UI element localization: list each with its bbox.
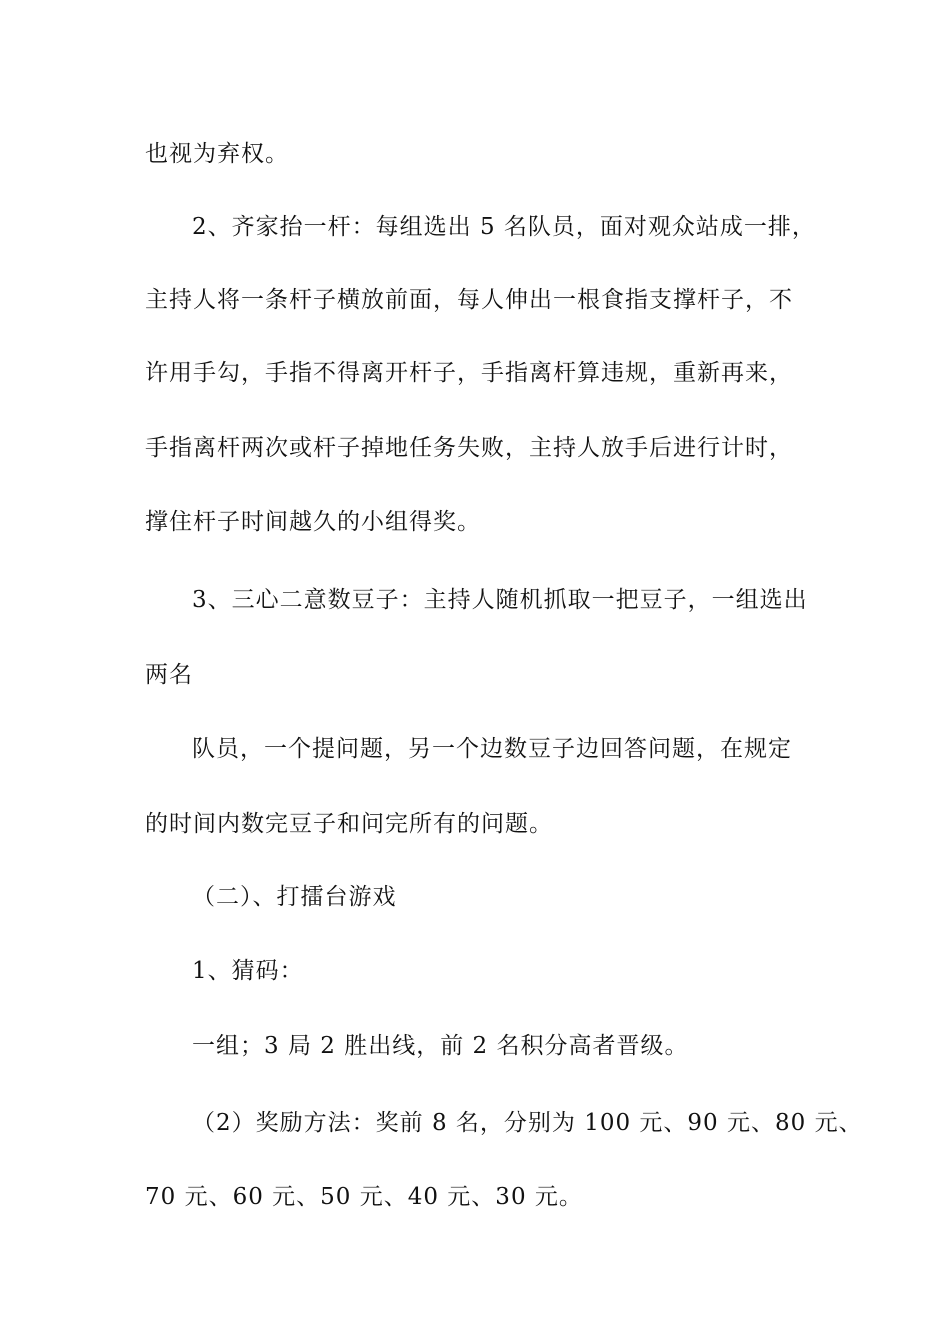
text-line: 3、三心二意数豆子：主持人随机抓取一把豆子，一组选出 (192, 587, 808, 613)
text-line: 的时间内数完豆子和问完所有的问题。 (145, 811, 553, 837)
text-line: 两名 (145, 662, 193, 688)
text-line: 也视为弃权。 (145, 141, 289, 167)
text-line: 撑住杆子时间越久的小组得奖。 (145, 509, 481, 535)
text-line: 许用手勾，手指不得离开杆子，手指离杆算违规，重新再来， (145, 360, 793, 386)
text-line: 主持人将一条杆子横放前面，每人伸出一根食指支撑杆子，不 (145, 287, 793, 313)
text-line: （2）奖励方法：奖前 8 名，分别为 100 元、90 元、80 元、 (192, 1110, 863, 1136)
text-line: 70 元、60 元、50 元、40 元、30 元。 (145, 1184, 583, 1210)
text-line: 2、齐家抬一杆：每组选出 5 名队员，面对观众站成一排， (192, 214, 816, 240)
text-line: 队员，一个提问题，另一个边数豆子边回答问题，在规定 (192, 736, 792, 762)
section-heading: （二）、打擂台游戏 (192, 884, 397, 910)
text-line: 手指离杆两次或杆子掉地任务失败，主持人放手后进行计时， (145, 435, 793, 461)
text-line: 一组；3 局 2 胜出线，前 2 名积分高者晋级。 (192, 1033, 689, 1059)
text-line: 1、猜码： (192, 958, 304, 984)
